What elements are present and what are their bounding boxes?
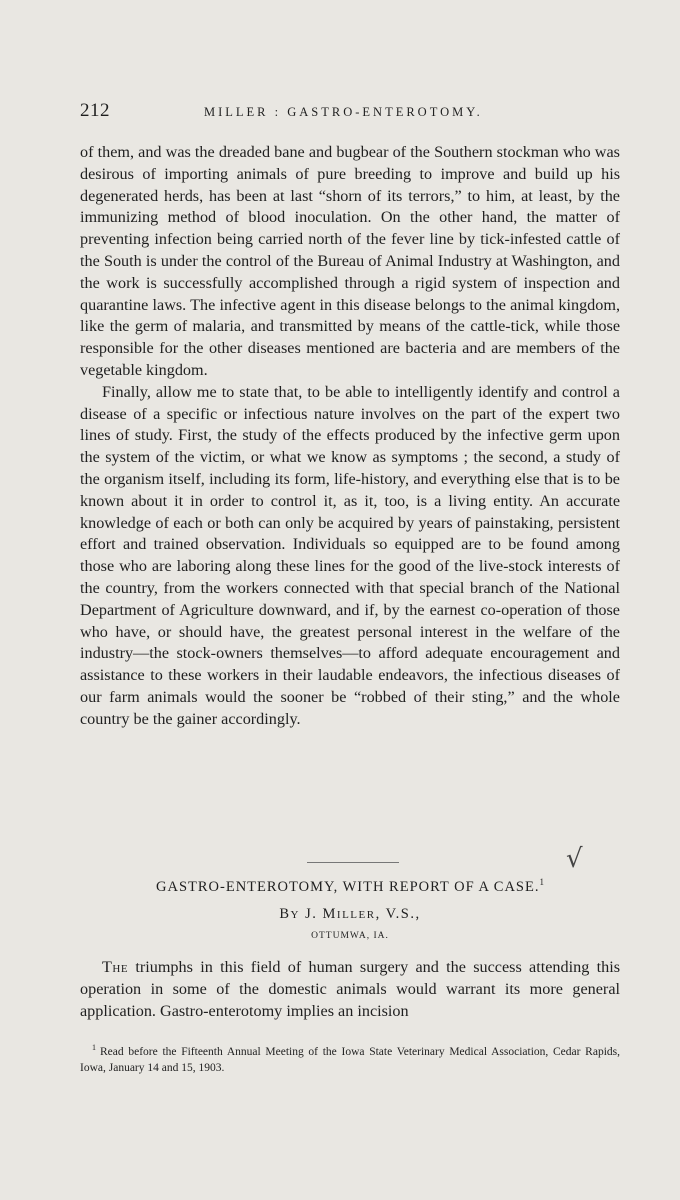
footnote (80, 1040, 620, 1076)
author-location: OTTUMWA, IA. (311, 931, 389, 941)
article-title (80, 877, 620, 896)
running-head (80, 100, 620, 124)
running-title: MILLER : GASTRO-ENTEROTOMY. (204, 105, 483, 119)
body-text (80, 142, 620, 731)
byline-author-rest: ILLER (336, 909, 376, 921)
paragraph-continued: of them, and was the dreaded bane and bugbear of the Southern stockman who was desirous of importing animals of pure breeding to improve and build up his degenerated herds, has been at last “shorn of its terrors,” to him, at least, by the immunizing method of blood inoculation. On the other hand, the matter of preventing infection being carried north of the fever line by tick-infested cattle of the South is under the control of the Bureau of Animal Industry at Washington, and the work is successfully accomplished through a rigid system of inspection and quarantine laws. The infective agent in this disease belongs to the animal kingdom, like the germ of malaria, and transmitted by means of the cattle-tick, while those responsible for the other diseases mentioned are bacteria and are members of the vegetable kingdom. (80, 143, 620, 379)
byline-by-initial: B (279, 906, 291, 922)
intro-lead-word: The (102, 958, 129, 976)
page-number: 212 (80, 100, 110, 121)
footnote-marker: 1 (92, 1043, 96, 1052)
byline-suffix: , V.S., (375, 906, 421, 922)
byline (80, 906, 620, 923)
article-intro (80, 957, 620, 1022)
byline-by-rest: Y (290, 909, 300, 921)
paragraph-finally: Finally, allow me to state that, to be able to intelligently identify and control a disease of a specific or infectious nature involves on the part of the expert two lines of study. First, the study of the effects produced by the infective germ upon the system of the victim, or what we know as symptoms ; the second, a study of the organism itself, including its form, life-history, and everything else that is to be known about it in order to control it, as it, too, is a living entity. An accurate knowledge of each or both can only be acquired by years of painstaking, persistent effort and trained observation. Individuals so equipped are to be found among those who are laboring along these lines for the good of the live-stock interests of the country, from the workers connected with that special branch of the National Department of Agriculture downward, and if, by the earnest co-operation of those who have, or should have, the greatest personal interest in the welfare of the industry—the stock-owners themselves—to afford adequate encouragement and assistance to these workers in their laudable endeavors, the infectious diseases of our farm animals would the sooner be “robbed of their sting,” and the whole country be the gainer accordingly. (80, 382, 620, 728)
section-divider (307, 862, 399, 863)
byline-author-initial: J. M (305, 906, 337, 922)
handwritten-check-mark: √ (566, 844, 583, 874)
footnote-text: Read before the Fifteenth Annual Meeting of the Iowa State Veterinary Medical Association, Cedar Rapids, Iowa, January 14 and 15, 1903. (80, 1045, 620, 1074)
intro-body: triumphs in this field of human surgery and the success attending this operation in some of the domestic animals would warrant its more general application. Gastro-enterotomy implies an incision (80, 958, 620, 1020)
article-title-text: GASTRO-ENTEROTOMY, WITH REPORT OF A CASE. (156, 878, 540, 895)
title-footnote-marker: 1 (539, 877, 544, 887)
